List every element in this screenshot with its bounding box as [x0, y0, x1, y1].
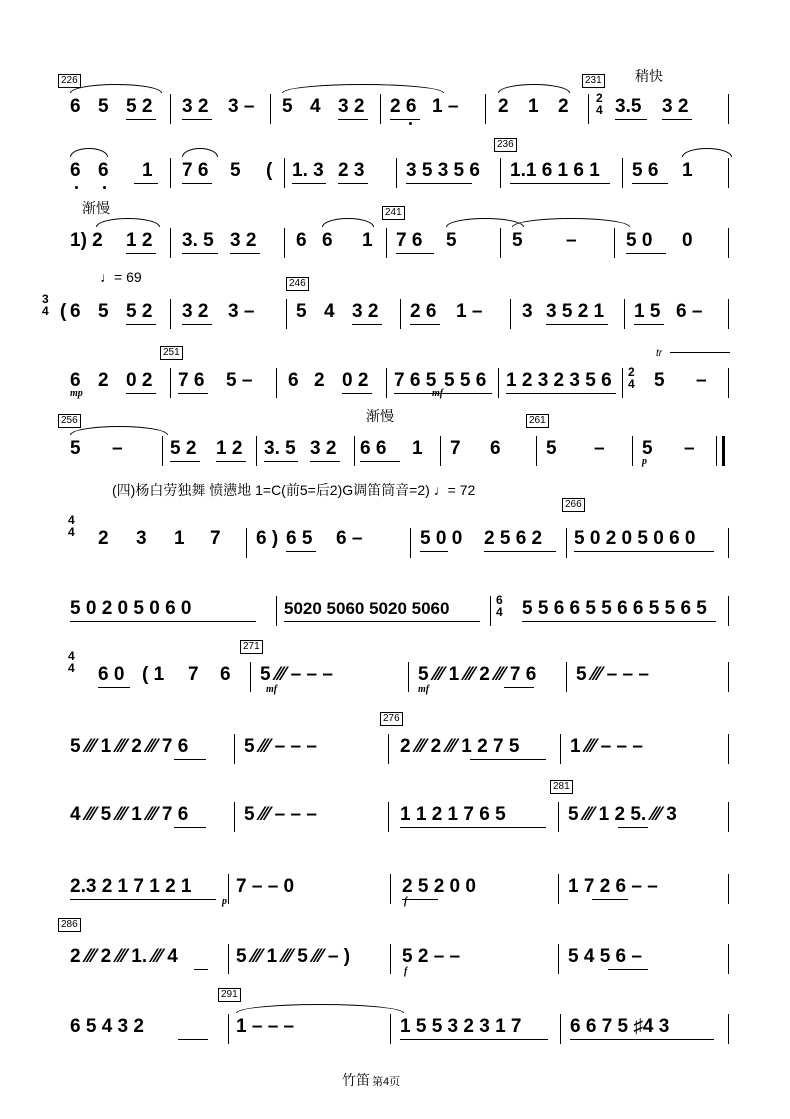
- staff-row-6: 256 5 – 5 2 1 2 3. 5 3 2 渐慢 6 6 1 7 6 261 5 – 5 p –: [70, 430, 735, 474]
- dynamic-mf: mf: [266, 684, 278, 695]
- staff-row-10: 5 ⁄⁄⁄ 1 ⁄⁄⁄ 2 ⁄⁄⁄ 7 6 5 ⁄⁄⁄ – – – 276 2 ⁄⁄⁄ 2 ⁄⁄⁄ 1 2 7 5 1 ⁄⁄⁄ – – –: [70, 728, 735, 772]
- section-title: (四)杨白劳独舞 愤懑地 1=C(前5=后2)G调笛筒音=2) ♩= 72: [112, 482, 476, 498]
- footer-page-number: 第4页: [372, 1076, 401, 1088]
- footer-instrument: 竹笛: [342, 1072, 370, 1088]
- trill-marking: tr: [656, 348, 663, 359]
- measure-number-256: 256: [58, 414, 81, 428]
- measure-number-226: 226: [58, 74, 81, 88]
- dynamic-f: f: [404, 896, 408, 907]
- measure-number-236: 236: [494, 138, 517, 152]
- measure-number-281: 281: [550, 780, 573, 794]
- measure-number-261: 261: [526, 414, 549, 428]
- staff-row-9: 4 4 6 0 ( 1 7 6 271 5 ⁄⁄⁄ – – – mf 5 ⁄⁄⁄ 1 ⁄⁄⁄ 2 ⁄⁄⁄ 7 6 mf 5 ⁄⁄⁄ – – –: [70, 656, 735, 700]
- metronome-marking: ♩= 69: [100, 269, 142, 285]
- time-signature: 4 4: [68, 649, 75, 675]
- measure-number-241: 241: [382, 206, 405, 220]
- time-signature: 2 4: [596, 91, 603, 117]
- staff-row-12: 2.3 2 1 7 1 2 1 7 – – 0 p 2 5 2 0 0 f 1 7 2 6 – –: [70, 868, 735, 912]
- measure-number-251: 251: [160, 346, 183, 360]
- measure-number-271: 271: [240, 640, 263, 654]
- dynamic-p: p: [642, 456, 647, 467]
- measure-number-231: 231: [582, 74, 605, 88]
- measure-number-291: 291: [218, 988, 241, 1002]
- staff-row-5: 6 mp 2 0 2 251 7 6 5 – 6 2 0 2 7 6 5 5 5 6 mf 1 2 3 2 3 5 6 2 4 tr 5 –: [70, 362, 735, 406]
- staff-row-4: ♩= 69 3 4 ( 6 5 5 2 3 2 3 – 246 5 4 3 2 2 6 1 – 3 3 5 2 1 1 5 6 –: [70, 293, 735, 337]
- dynamic-p: p: [222, 896, 227, 907]
- staff-row-1: 226 6 5 5 2 3 2 3 – 5 4 3 2 2 6 1 – 2 1 2 231 稍快 2 4 3.5 3 2: [70, 88, 735, 132]
- dynamic-f: f: [404, 966, 408, 977]
- measure-number-266: 266: [562, 498, 585, 512]
- tempo-marking: 稍快: [635, 68, 663, 84]
- slur: [70, 84, 162, 93]
- staff-row-2: 6 6 1 7 6 5 ( 1. 3 2 3 3 5 3 5 6 236 1.1 6 1 6 1 5 6 1: [70, 152, 735, 196]
- ritardando-marking-2: 渐慢: [366, 408, 394, 424]
- dynamic-mp: mp: [70, 388, 83, 399]
- time-signature: 4 4: [68, 513, 75, 539]
- measure-number-276: 276: [380, 712, 403, 726]
- staff-row-7: 4 4 2 3 1 7 6 ) 6 5 6 – 5 0 0 2 5 6 2 266 5 0 2 0 5 0 6 0: [70, 528, 735, 572]
- dynamic-mf: mf: [432, 388, 444, 399]
- time-signature: 2 4: [628, 365, 635, 391]
- staff-row-11: 4 ⁄⁄⁄ 5 ⁄⁄⁄ 1 ⁄⁄⁄ 7 6 5 ⁄⁄⁄ – – – 1 1 2 1 7 6 5 281 5 ⁄⁄⁄ 1 2 5. ⁄⁄⁄ 3: [70, 796, 735, 840]
- staff-row-14: 6 5 4 3 2 291 1 – – – 1 5 5 3 2 3 1 7 6 6 7 5 ♯4 3: [70, 1008, 735, 1052]
- staff-row-13: 286 2 ⁄⁄⁄ 2 ⁄⁄⁄ 1. ⁄⁄⁄ 4 5 ⁄⁄⁄ 1 ⁄⁄⁄ 5 ⁄⁄⁄ – ) 5 2 – – f 5 4 5 6 –: [70, 938, 735, 982]
- staff-row-3: 渐慢 1) 2 1 2 3. 5 3 2 6 6 1 241 7 6 5 5 – 5 0 0: [70, 222, 735, 266]
- dynamic-mf: mf: [418, 684, 430, 695]
- staff-row-8: 5 0 2 0 5 0 6 0 5020 5060 5020 5060 6 4 5 5 6 6 5 5 6 6 5 5 6 5: [70, 590, 735, 634]
- measure-number-286: 286: [58, 918, 81, 932]
- measure-number-246: 246: [286, 277, 309, 291]
- time-signature: 6 4: [496, 593, 503, 619]
- time-signature: 3 4: [42, 292, 49, 318]
- ritardando-marking: 渐慢: [82, 200, 110, 216]
